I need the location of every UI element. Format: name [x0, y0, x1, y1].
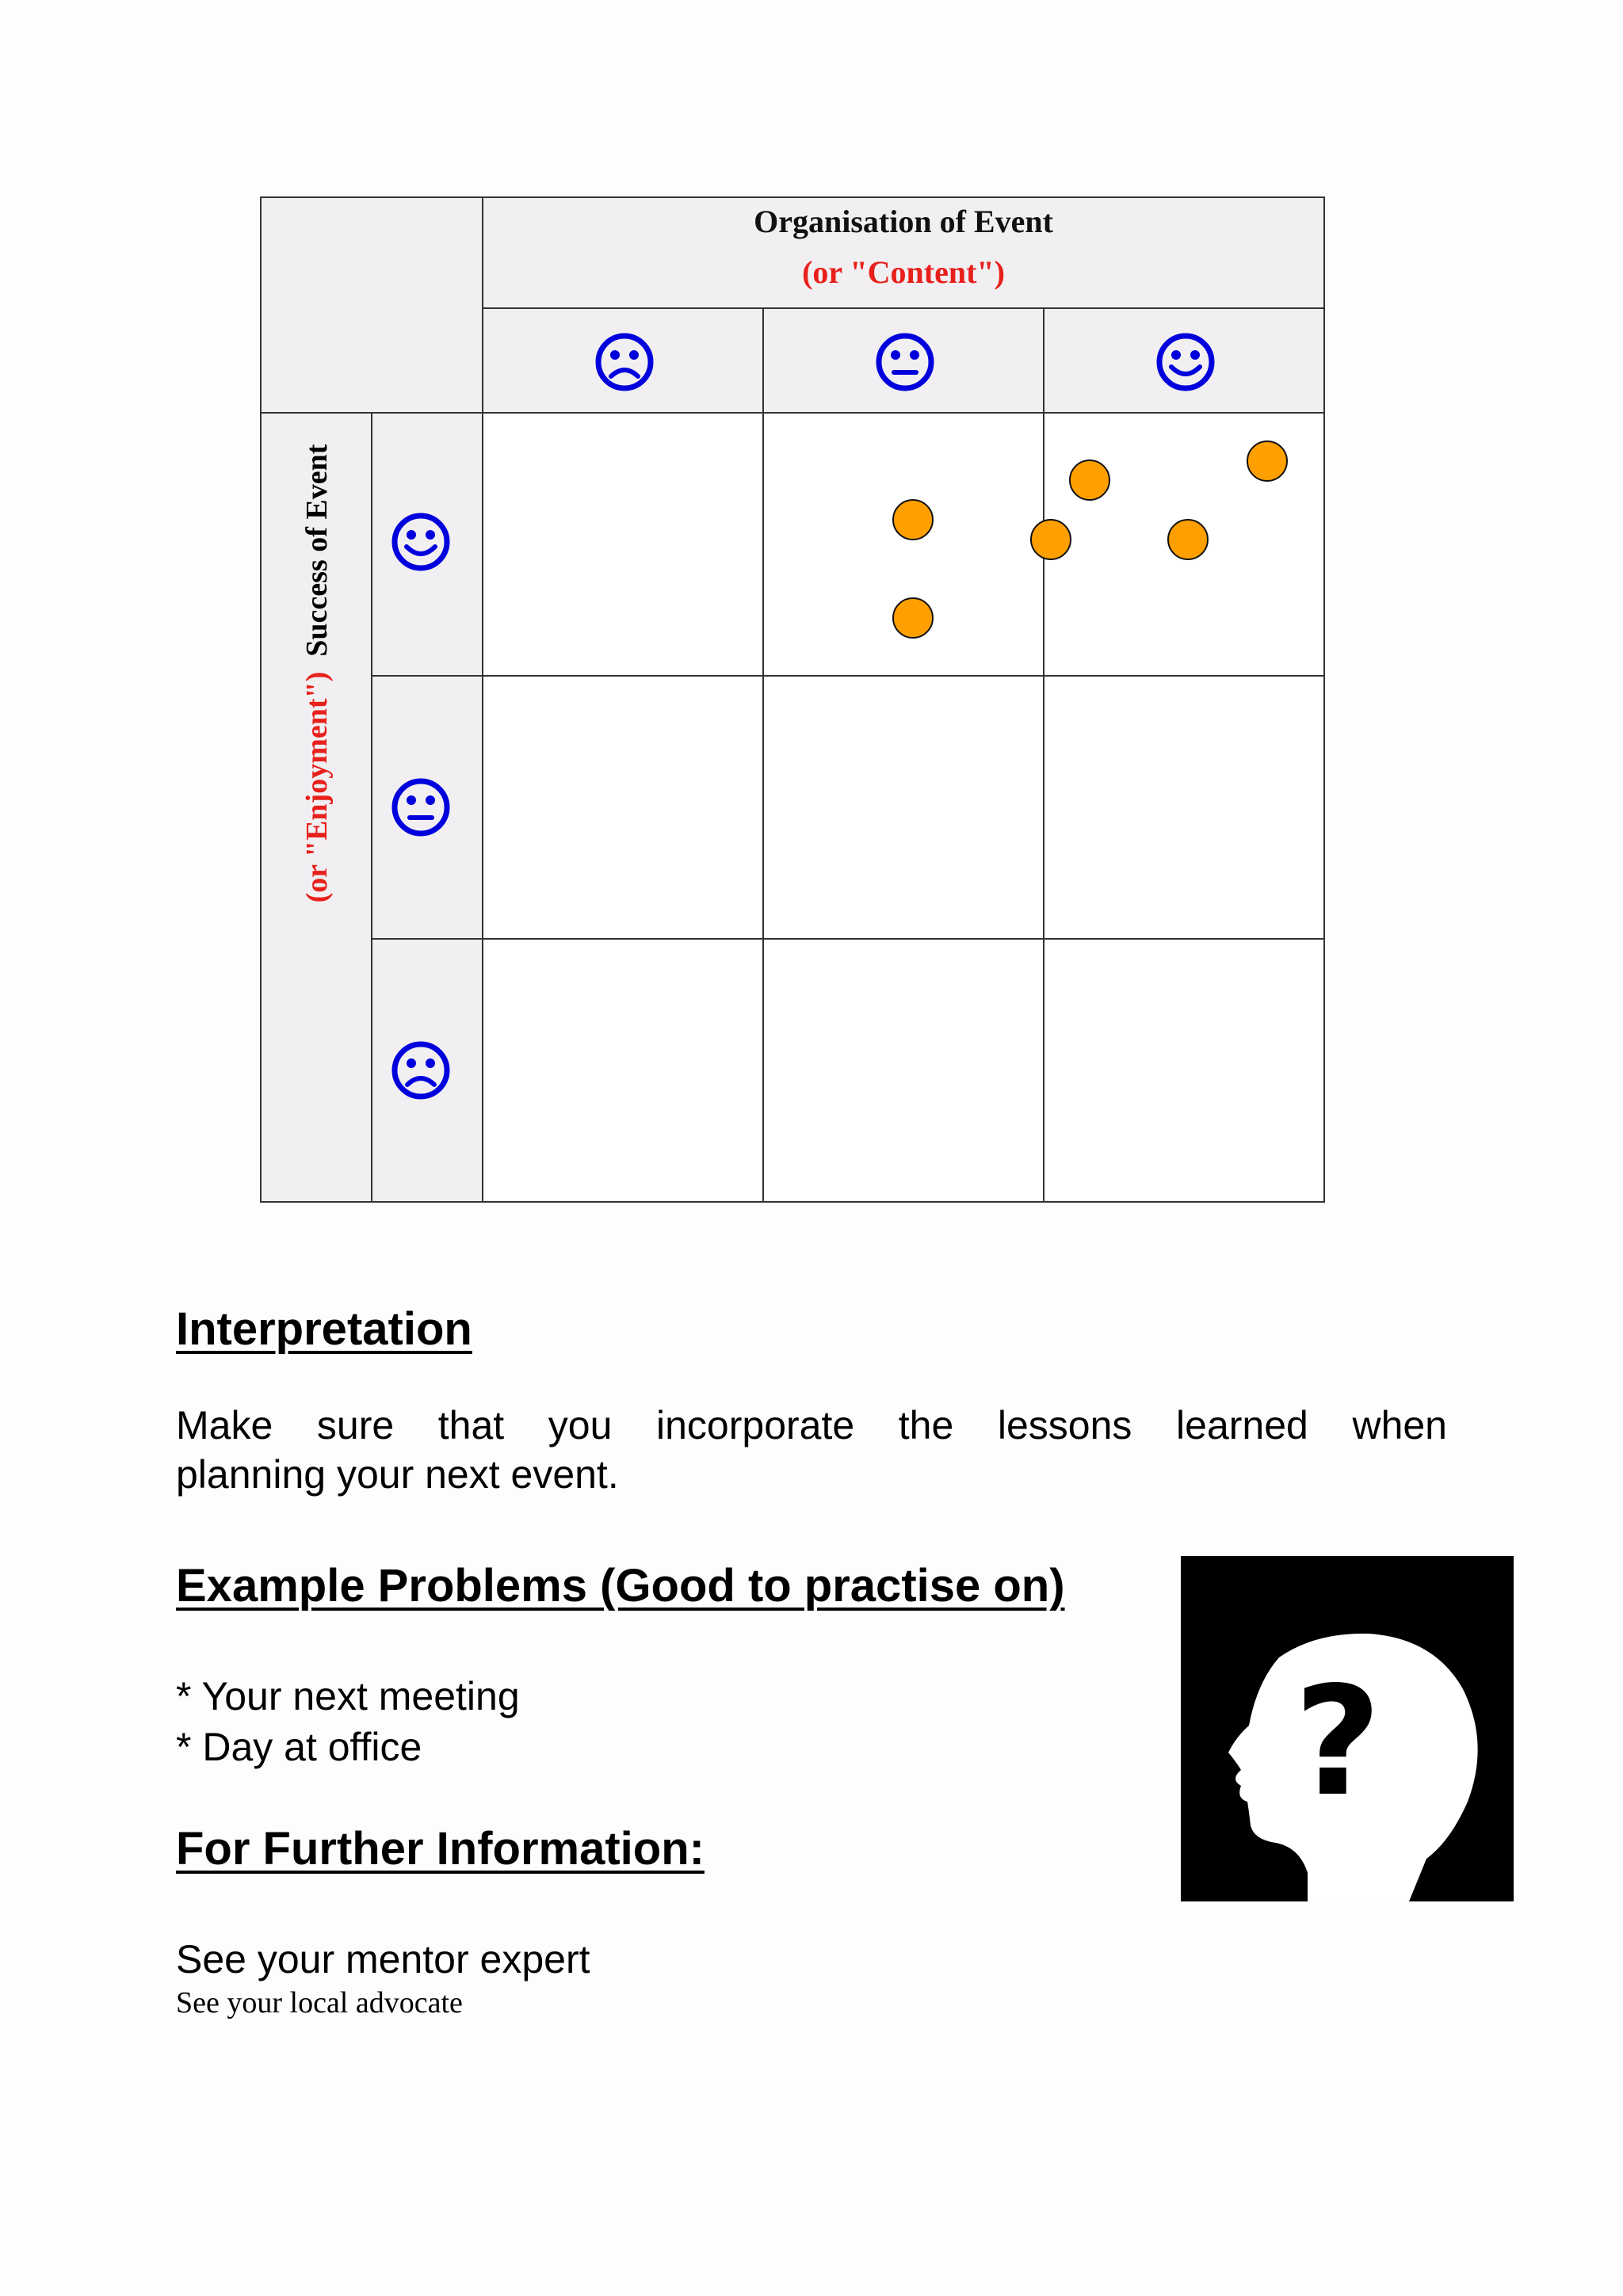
row-header-subtitle: (or "Enjoyment")	[300, 671, 334, 903]
response-marker	[1069, 460, 1110, 501]
response-marker	[892, 499, 934, 540]
row-header-title: Success of Event	[300, 444, 334, 657]
smile-face-icon	[389, 510, 453, 574]
smile-face-icon	[1154, 330, 1217, 394]
neutral-face-icon	[389, 776, 453, 839]
matrix-cell	[482, 412, 764, 677]
example-item: * Your next meeting	[176, 1674, 520, 1718]
response-marker	[1030, 519, 1071, 560]
further-info-line: See your local advocate	[176, 1986, 463, 2019]
response-marker	[1167, 519, 1209, 560]
further-info-heading: For Further Information:	[176, 1823, 705, 1875]
examples-heading: Example Problems (Good to practise on)	[176, 1560, 1065, 1611]
column-header-subtitle: (or "Content")	[802, 254, 1005, 290]
corner-cell	[260, 196, 483, 414]
matrix-cell	[762, 938, 1044, 1203]
further-info-line: See your mentor expert	[176, 1937, 590, 1981]
interpretation-heading: Interpretation	[176, 1303, 472, 1355]
response-marker	[1247, 441, 1288, 482]
response-marker	[892, 597, 934, 639]
matrix-cell	[762, 412, 1044, 677]
matrix-cell	[1043, 675, 1325, 940]
row-face-cell-happy	[371, 412, 483, 677]
row-header-label	[262, 416, 372, 1208]
matrix-cell	[762, 675, 1044, 940]
row-face-cell-unhappy	[371, 938, 483, 1203]
column-face-cell-neutral	[762, 307, 1044, 414]
interpretation-text	[176, 1401, 1447, 1499]
row-face-cell-neutral	[371, 675, 483, 940]
matrix-cell	[482, 675, 764, 940]
column-header-title: Organisation of Event	[754, 204, 1053, 239]
matrix-cell	[1043, 938, 1325, 1203]
interpretation-line-1: Make sure that you incorporate the lessons learned when	[176, 1403, 1447, 1447]
neutral-face-icon	[873, 330, 937, 394]
frown-face-icon	[593, 330, 656, 394]
matrix-cell	[482, 938, 764, 1203]
column-face-cell-unhappy	[482, 307, 764, 414]
column-face-cell-happy	[1043, 307, 1325, 414]
interpretation-line-2: planning your next event.	[176, 1452, 619, 1497]
column-header	[482, 196, 1325, 309]
frown-face-icon	[389, 1039, 453, 1102]
example-item: * Day at office	[176, 1725, 422, 1769]
svg-text:?: ?	[1293, 1654, 1382, 1829]
head-question-mark-icon	[1181, 1556, 1514, 1901]
